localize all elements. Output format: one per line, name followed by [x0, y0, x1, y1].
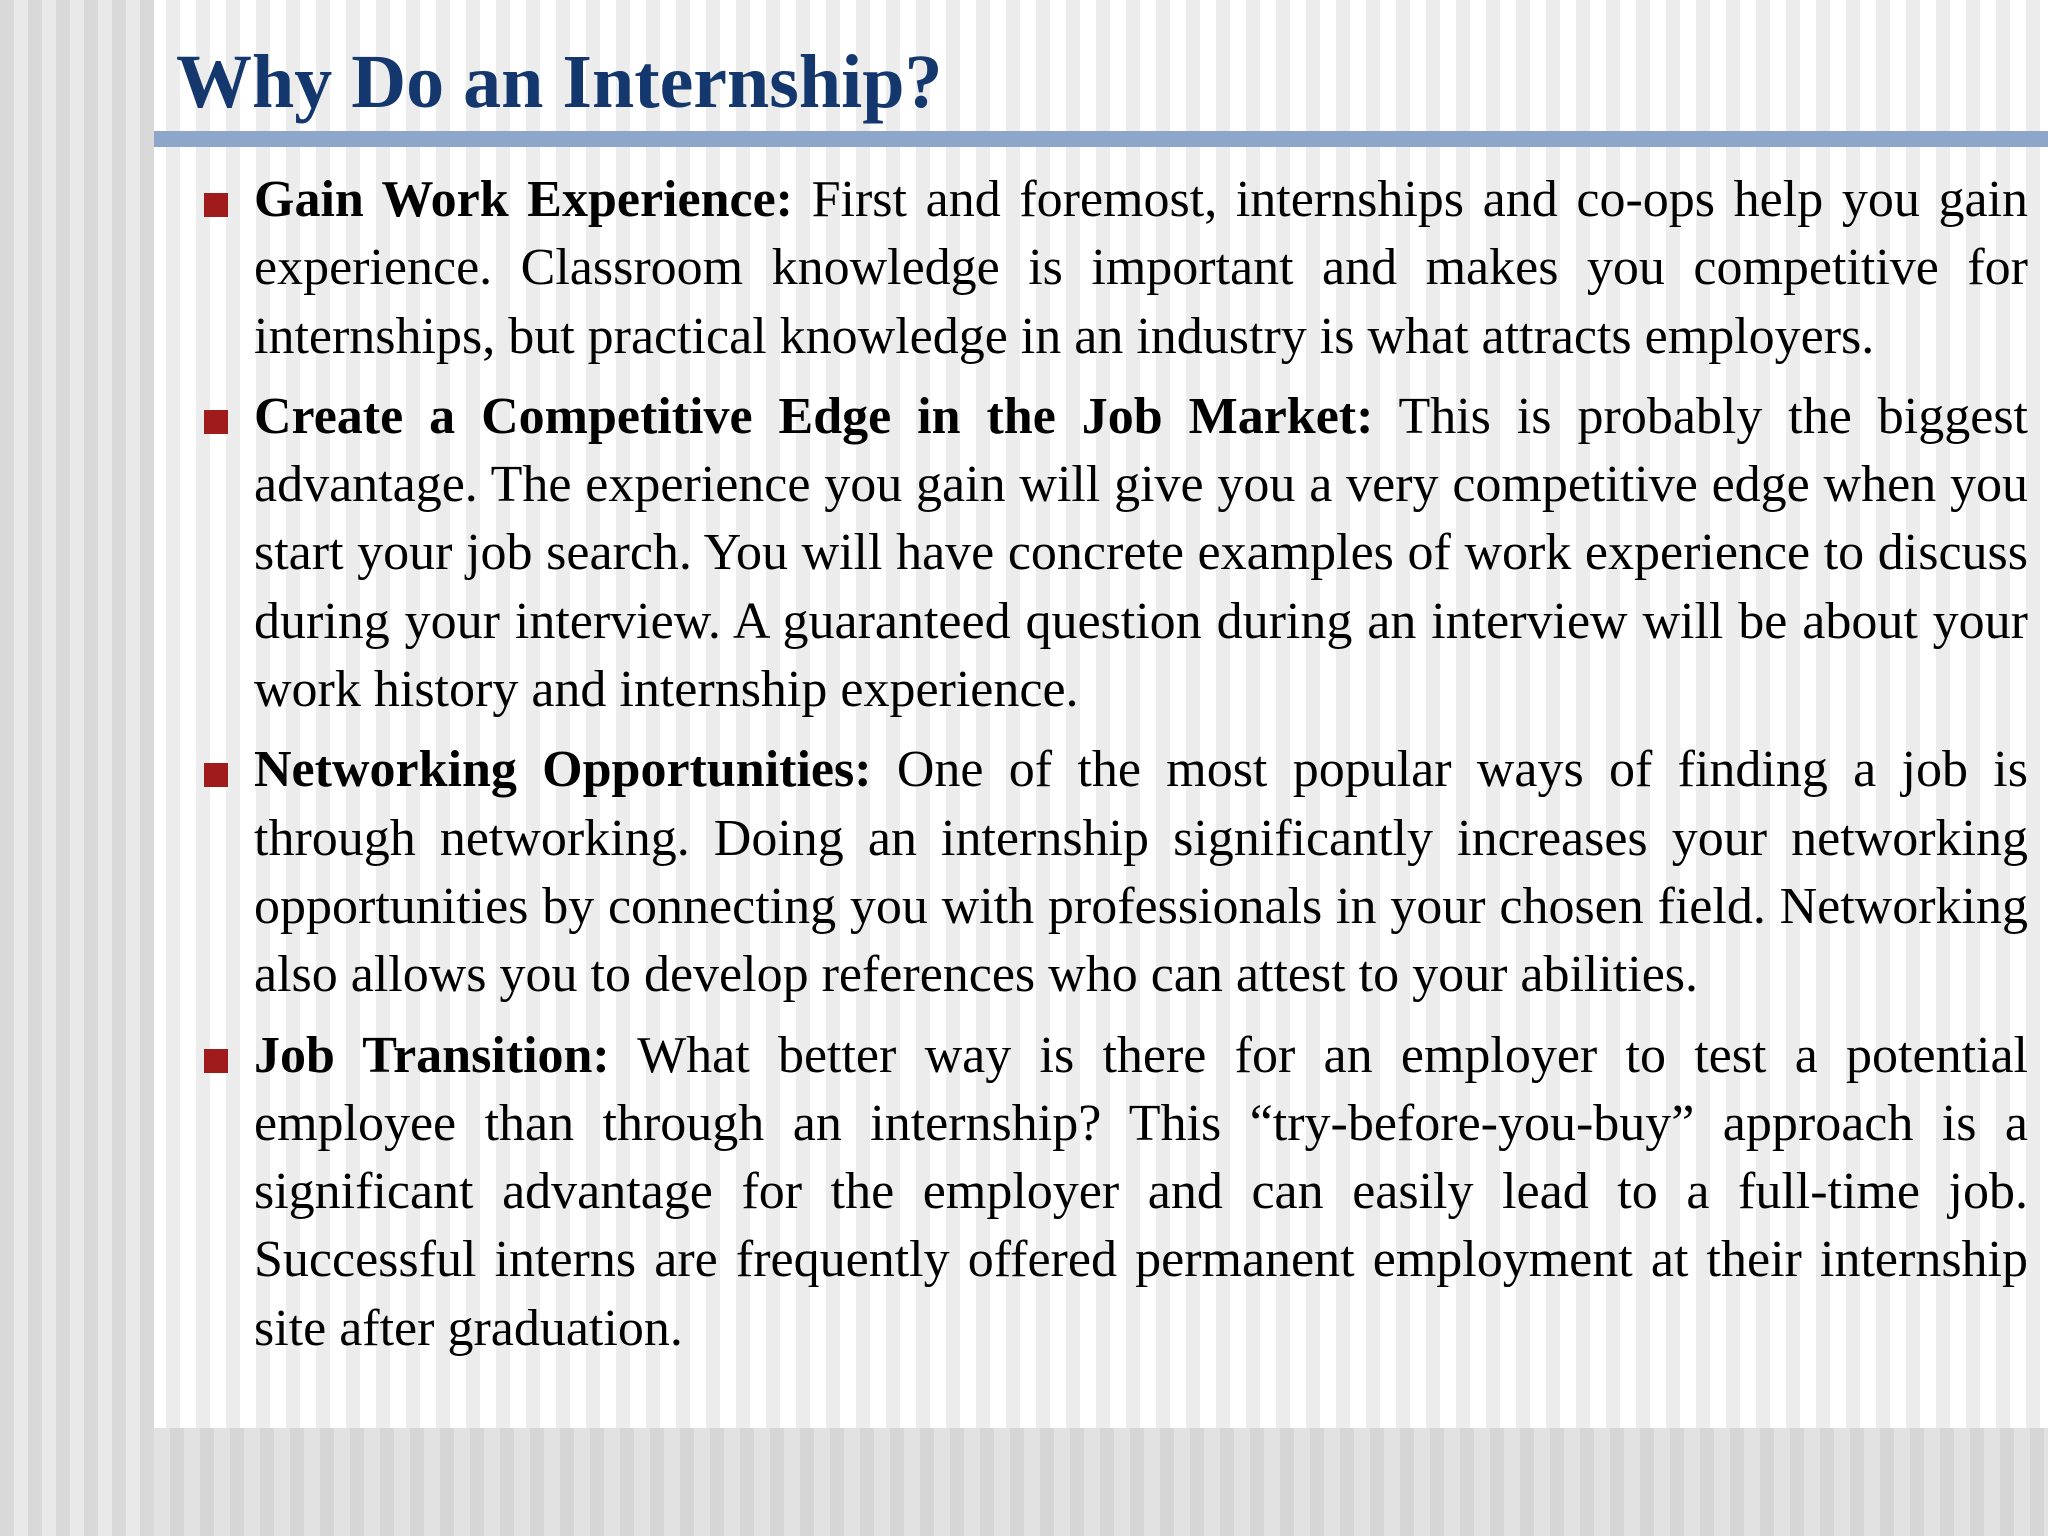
bullet-body: What better way is there for an employer to test a potential employee than through an internship? This “try-before-you-buy” approach is a significant advantage for the employer and can easily lead to a full-time job. Successful interns are frequently offered permanent employment at their internship site after graduation.	[254, 1026, 2028, 1357]
bullet-body: One of the most popular ways of finding a job is through networking. Doing an internship significantly increases your networking opportunities by connecting you with professionals in your chosen field. Networking also allows you to develop references who can attest to your abilities.	[254, 741, 2028, 1004]
bullet-item-networking-opportunities	[254, 736, 2028, 1009]
square-bullet-icon	[204, 193, 228, 217]
bullet-item-gain-work-experience	[254, 166, 2028, 371]
square-bullet-icon	[204, 763, 228, 787]
bullet-body: This is probably the biggest advantage. The experience you gain will give you a very competitive edge when you start your job search. You will have concrete examples of work experience to discuss during your interview. A guaranteed question during an interview will be about your work history and internship experience.	[254, 387, 2028, 719]
square-bullet-icon	[204, 410, 228, 434]
bullet-heading: Create a Competitive Edge in the Job Market:	[254, 387, 1374, 445]
bullet-heading: Networking Opportunities:	[254, 741, 872, 799]
bullet-item-competitive-edge	[254, 383, 2028, 724]
title-underline-rule	[154, 131, 2048, 147]
bullet-body: First and foremost, internships and co-ops help you gain experience. Classroom knowledge is important and makes you competitive for internships, but practical knowledge in an industry is what attracts employers.	[254, 171, 2028, 365]
bullet-heading: Gain Work Experience:	[254, 171, 793, 228]
left-stripe-band	[0, 0, 154, 1536]
slide-title: Why Do an Internship?	[176, 40, 943, 124]
bullet-item-job-transition	[254, 1022, 2028, 1363]
bullet-list	[254, 166, 2028, 1375]
square-bullet-icon	[204, 1049, 228, 1073]
bullet-heading: Job Transition:	[254, 1026, 610, 1084]
bottom-stripe-band	[154, 1428, 2048, 1536]
